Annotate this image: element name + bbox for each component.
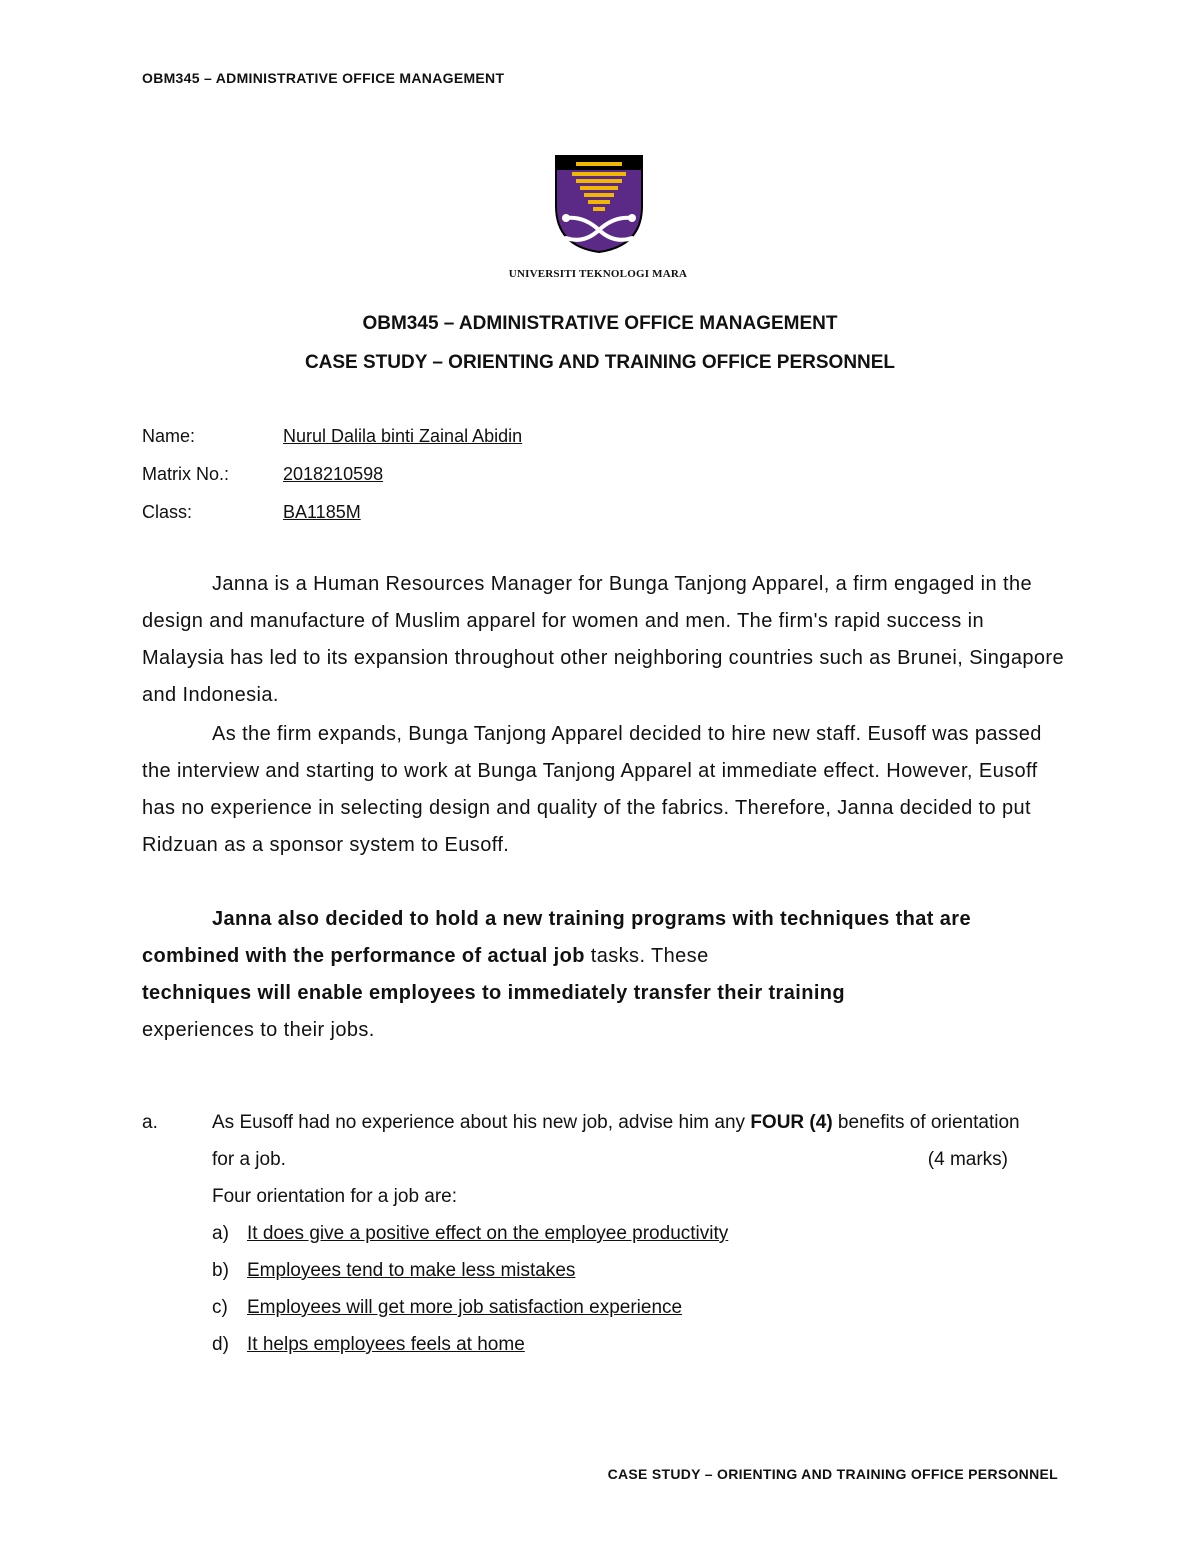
case-paragraph-1: [142, 566, 1067, 714]
case-paragraph-1-text: Janna is a Human Resources Manager for Bunga Tanjong Apparel, a firm engaged in the design and manufacture of Muslim apparel for women and men. The firm's rapid success in Malaysia has led to its expansion throughout other neighboring countries such as Brunei, Singapore and Indonesia.: [142, 573, 1064, 706]
matrix-label: Matrix No.:: [142, 464, 230, 484]
uitm-crest-icon: [554, 154, 644, 254]
case-paragraph-3-bold-2: techniques will enable employees to immediately transfer their training: [142, 982, 846, 1004]
matrix-value: 2018210598: [283, 464, 384, 484]
question-text-after: benefits of orientation for a job.: [212, 1112, 1020, 1170]
document-subtitle: CASE STUDY – ORIENTING AND TRAINING OFFICE PERSONNEL: [304, 352, 896, 373]
logo-caption: UNIVERSITI TEKNOLOGI MARA: [508, 268, 688, 280]
answer-item-label: d): [212, 1334, 229, 1355]
case-paragraph-3-end: experiences to their jobs.: [142, 1019, 375, 1041]
answer-item: [212, 1326, 525, 1363]
document-title: OBM345 – ADMINISTRATIVE OFFICE MANAGEMENT: [362, 313, 838, 334]
answer-item-text: Employees will get more job satisfaction experience: [247, 1297, 683, 1318]
page-footer: CASE STUDY – ORIENTING AND TRAINING OFFICE PERSONNEL: [607, 1466, 1058, 1482]
matrix-row: [142, 464, 383, 485]
name-label: Name:: [142, 426, 196, 446]
case-paragraph-2-text: As the firm expands, Bunga Tanjong Apparel decided to hire new staff. Eusoff was passed the interview and starting to work at Bunga Tanjong Apparel at immediate effect. However, Eusoff has no experience in selecting design and quality of the fabrics. Therefore, Janna decided to put Ridzuan as a sponsor system to Eusoff.: [142, 723, 1042, 856]
answer-item-text: Employees tend to make less mistakes: [247, 1260, 576, 1281]
case-paragraph-3: [142, 901, 1067, 1049]
name-value: Nurul Dalila binti Zainal Abidin: [283, 426, 523, 446]
case-paragraph-3-rest: tasks. These: [584, 945, 709, 967]
case-paragraph-3-bold: Janna also decided to hold a new training programs with techniques that are combined with the performance of actual job: [142, 908, 972, 967]
question-emphasis: FOUR (4): [750, 1112, 833, 1133]
class-label: Class:: [142, 502, 193, 522]
question-text-before: As Eusoff had no experience about his new job, advise him any: [212, 1112, 751, 1133]
class-row: [142, 502, 361, 523]
question-marks: (4 marks): [927, 1149, 1008, 1170]
question-letter: a.: [142, 1112, 158, 1133]
answer-item-label: c): [212, 1297, 228, 1318]
answer-item-label: a): [212, 1223, 229, 1244]
answer-item: [212, 1215, 728, 1252]
answer-item-text: It helps employees feels at home: [247, 1334, 525, 1355]
case-paragraph-2: [142, 716, 1067, 864]
question-text: [212, 1104, 1022, 1178]
answer-item: [212, 1252, 575, 1289]
answer-item-label: b): [212, 1260, 229, 1281]
answer-item: [212, 1289, 682, 1326]
answer-intro: Four orientation for a job are:: [212, 1186, 458, 1207]
university-logo: [498, 150, 698, 290]
name-row: [142, 426, 522, 447]
page-header: OBM345 – ADMINISTRATIVE OFFICE MANAGEMENT: [142, 70, 505, 86]
class-value: BA1185M: [283, 502, 361, 522]
answer-item-text: It does give a positive effect on the employee productivity: [247, 1223, 729, 1244]
